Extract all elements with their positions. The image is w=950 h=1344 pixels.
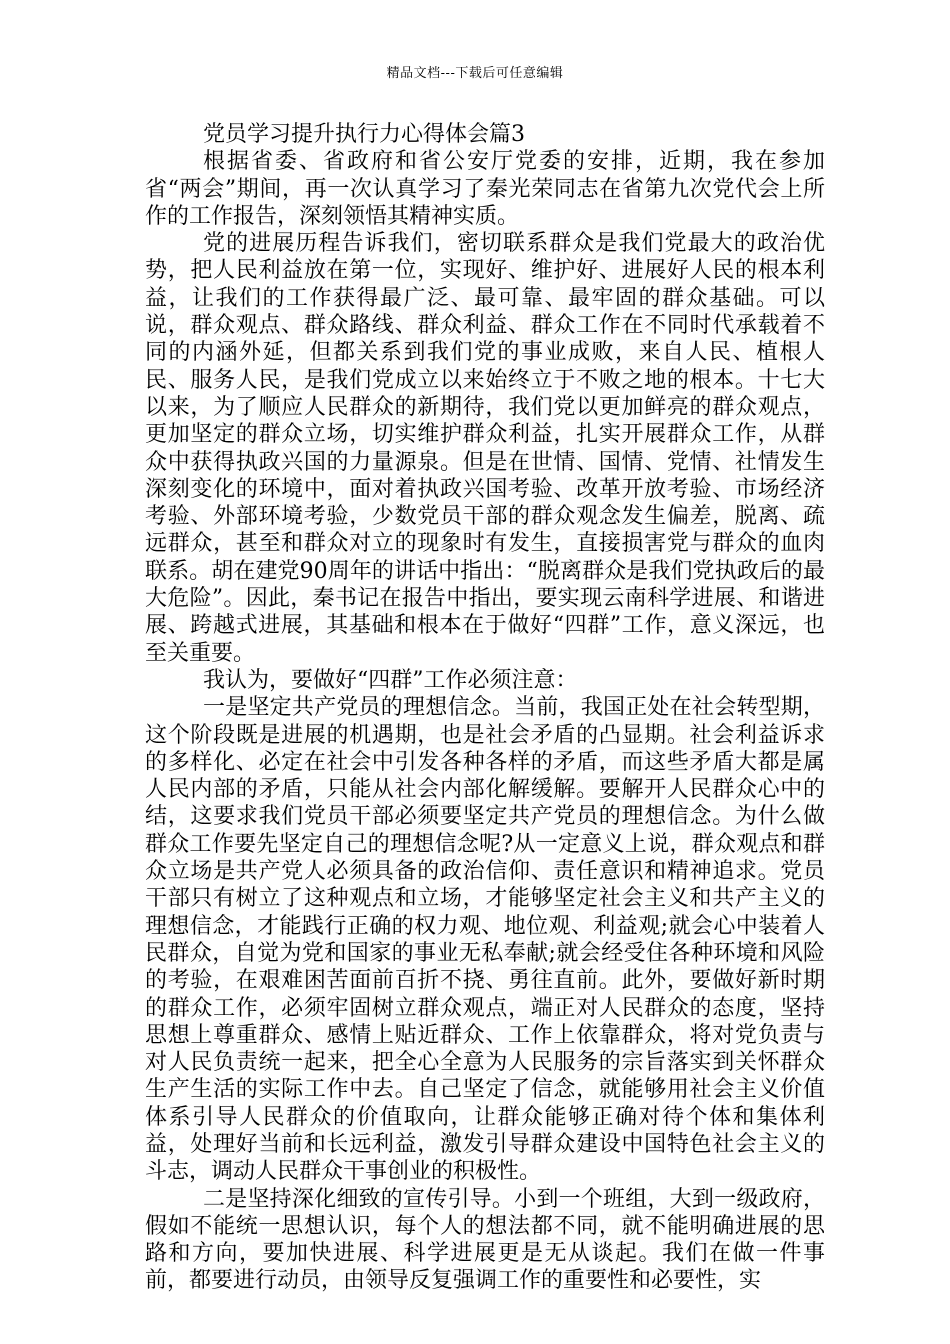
- paragraph-point-two: 二是坚持深化细致的宣传引导。小到一个班组，大到一级政府，假如不能统一思想认识，每个人的想法都不同，就不能明确进展的思路和方向，要加快进展、科学进展更是无从谈起。我们在做一件事前，都要进行动员，由领导反复强调工作的重要性和必要性，实: [145, 1186, 825, 1294]
- paragraph-point-one: 一是坚定共产党员的理想信念。当前，我国正处在社会转型期，这个阶段既是进展的机遇期，也是社会矛盾的凸显期。社会利益诉求的多样化、必定在社会中引发各种各样的矛盾，而这些矛盾大都是属人民内部的矛盾，只能从社会内部化解缓解。要解开人民群众心中的结，这要求我们党员干部必须要坚定共产党员的理想信念。为什么做群众工作要先坚定自己的理想信念呢?从一定意义上说，群众观点和群众立场是共产党人必须具备的政治信仰、责任意识和精神追求。党员干部只有树立了这种观点和立场，才能够坚定社会主义和共产主义的理想信念，才能践行正确的权力观、地位观、利益观;就会心中装着人民群众，自觉为党和国家的事业无私奉献;就会经受住各种环境和风险的考验，在艰难困苦面前百折不挠、勇往直前。此外，要做好新时期的群众工作，必须牢固树立群众观点，端正对人民群众的态度，坚持思想上尊重群众、感情上贴近群众、工作上依靠群众，将对党负责与对人民负责统一起来，把全心全意为人民服务的宗旨落实到关怀群众生产生活的实际工作中去。自己坚定了信念，就能够用社会主义价值体系引导人民群众的价值取向，让群众能够正确对待个体和集体利益，处理好当前和长远利益，激发引导群众建设中国特色社会主义的斗志，调动人民群众干事创业的积极性。: [145, 695, 825, 1185]
- paragraph-intro: 根据省委、省政府和省公安厅党委的安排，近期，我在参加省“两会”期间，再一次认真学习了秦光荣同志在省第九次党代会上所作的工作报告，深刻领悟其精神实质。: [145, 149, 825, 229]
- document-body: [145, 121, 825, 1295]
- document-title: 党员学习提升执行力心得体会篇3: [203, 122, 525, 147]
- page-header: 精品文档---下载后可任意编辑: [386, 66, 564, 81]
- paragraph-history: 党的进展历程告诉我们，密切联系群众是我们党最大的政治优势，把人民利益放在第一位，实现好、维护好、进展好人民的根本利益，让我们的工作获得最广泛、最可靠、最牢固的群众基础。可以说，群众观点、群众路线、群众利益、群众工作在不同时代承载着不同的内涵外延，但都关系到我们党的事业成败，来自人民、植根人民、服务人民，是我们党成立以来始终立于不败之地的根本。十七大以来，为了顺应人民群众的新期待，我们党以更加鲜亮的群众观点，更加坚定的群众立场，切实维护群众利益，扎实开展群众工作，从群众中获得执政兴国的力量源泉。但是在世情、国情、党情、社情发生深刻变化的环境中，面对着执政兴国考验、改革开放考验、市场经济考验、外部环境考验，少数党员干部的群众观念发生偏差，脱离、疏远群众，甚至和群众对立的现象时有发生，直接损害党与群众的血肉联系。胡在建党90周年的讲话中指出：“脱离群众是我们党执政后的最大危险”。因此，秦书记在报告中指出，要实现云南科学进展、和谐进展、跨越式进展，其基础和根本在于做好“四群”工作，意义深远，也至关重要。: [145, 231, 825, 666]
- paragraph-opinion: 我认为，要做好“四群”工作必须注意：: [203, 667, 578, 693]
